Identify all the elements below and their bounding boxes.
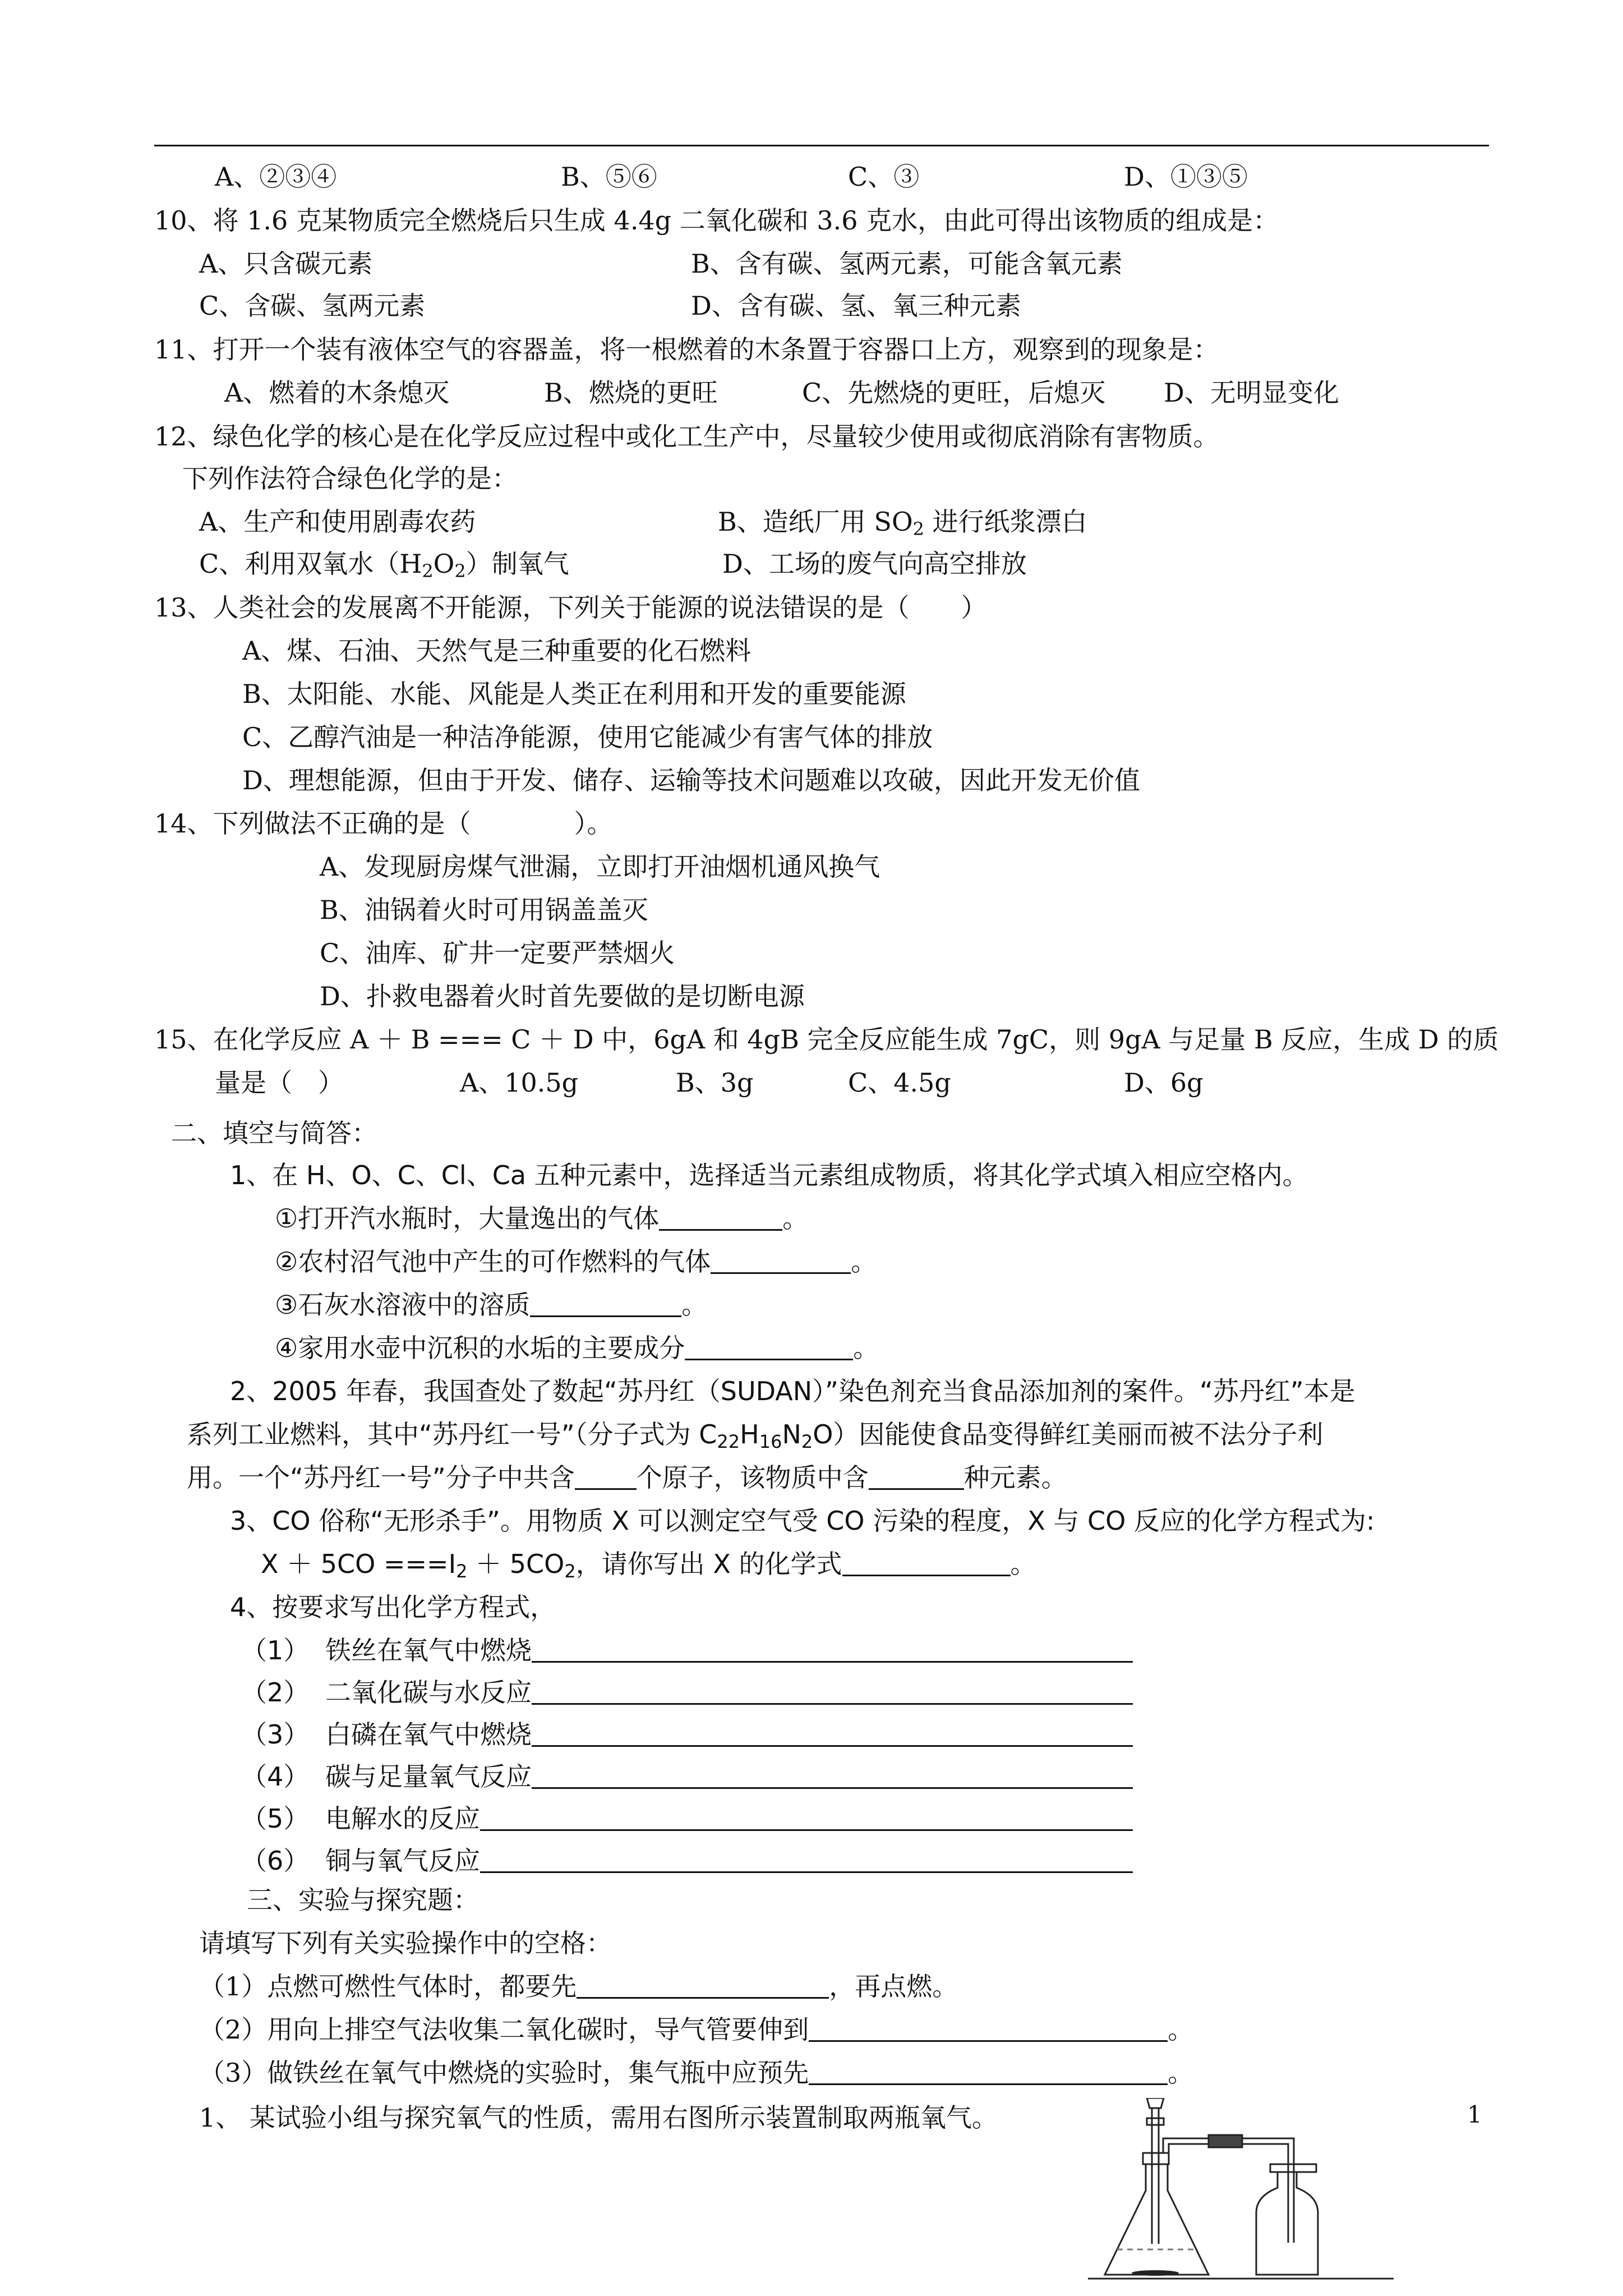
equation-number: （5）	[241, 1803, 310, 1834]
s2-q4-stem: 4、按要求写出化学方程式，	[230, 1592, 556, 1622]
q14-option-b: B、油锅着火时可用锅盖盖灭	[320, 895, 648, 925]
q14-option-c: C、油库、矿井一定要严禁烟火	[320, 938, 675, 968]
q14-option-d: D、扑救电器着火时首先要做的是切断电源	[320, 981, 805, 1011]
q10-option-c: C、含碳、氢两元素	[199, 291, 426, 321]
equation-item	[241, 1760, 1133, 1793]
q12-option-c-text-mid: O	[433, 549, 455, 579]
q12-option-a: A、生产和使用剧毒农药	[199, 507, 476, 537]
s3-item-3-text-end: 。	[1168, 2058, 1194, 2088]
equation-label: 二氧化碳与水反应	[325, 1677, 532, 1708]
answer-blank[interactable]	[577, 1972, 829, 1999]
q12-option-c-subscript: 2	[422, 560, 434, 582]
q12-option-c-text-end: ）制氧气	[465, 549, 569, 579]
s2-q3-text: ＋ 5CO	[467, 1549, 565, 1579]
q9-option-a: A、②③④	[215, 162, 337, 192]
period: 。	[853, 1333, 879, 1363]
period: 。	[851, 1246, 877, 1277]
s2-q2-text: 个原子，该物质中含	[636, 1462, 869, 1493]
s2-q1-item-1-text: ①打开汽水瓶时，大量逸出的气体	[275, 1203, 660, 1234]
s2-q2-line-2	[187, 1418, 1323, 1458]
s2-q1-item-1	[275, 1202, 808, 1235]
s2-q1-item-4-text: ④家用水壶中沉积的水垢的主要成分	[275, 1333, 685, 1363]
equation-answer-blank[interactable]	[532, 1720, 1133, 1747]
q11-option-a: A、燃着的木条熄灭	[224, 378, 450, 408]
q12-option-b-text-end: 进行纸浆漂白	[924, 507, 1087, 537]
q15-option-a: A、10.5g	[460, 1068, 579, 1098]
answer-blank[interactable]	[809, 2059, 1168, 2085]
s2-q2-text: 系列工业燃料，其中“苏丹红一号”（分子式为 C	[187, 1419, 717, 1450]
header-rule	[154, 145, 1489, 146]
period: 。	[681, 1290, 708, 1320]
s2-q2-line-3	[187, 1461, 1067, 1494]
s3-intro: 请填写下列有关实验操作中的空格：	[199, 1928, 612, 1958]
rubber-connector	[1209, 2135, 1242, 2147]
s2-q1-item-2	[275, 1245, 877, 1278]
equation-label: 碳与足量氧气反应	[325, 1761, 532, 1792]
s3-item-2	[199, 2013, 1193, 2046]
s3-item-1-text-end: ，再点燃。	[829, 1971, 958, 2001]
answer-blank[interactable]	[869, 1464, 964, 1490]
period: 。	[782, 1203, 809, 1234]
q12-option-d: D、工场的废气向高空排放	[722, 549, 1027, 579]
q9-option-d: D、①③⑤	[1124, 162, 1248, 192]
answer-blank[interactable]	[711, 1248, 851, 1274]
q13-option-d: D、理想能源，但由于开发、储存、运输等技术问题难以攻破，因此开发无价值	[242, 765, 1140, 795]
q12-option-c	[199, 547, 569, 588]
s3-q1: 1、 某试验小组与探究氧气的性质，需用右图所示装置制取两瓶氧气。	[199, 2102, 998, 2133]
funnel-cup	[1147, 2098, 1164, 2108]
equation-item	[241, 1718, 1133, 1751]
q10-option-d: D、含有碳、氢、氧三种元素	[691, 291, 1021, 321]
q10-option-b: B、含有碳、氢两元素，可能含氧元素	[691, 249, 1123, 279]
answer-blank[interactable]	[685, 1334, 853, 1360]
answer-blank[interactable]	[842, 1550, 1011, 1576]
equation-answer-blank[interactable]	[532, 1678, 1133, 1705]
equation-number: （2）	[241, 1677, 310, 1708]
q11-stem: 11、打开一个装有液体空气的容器盖，将一根燃着的木条置于容器口上方，观察到的现象是：	[154, 334, 1219, 365]
q11-option-d: D、无明显变化	[1164, 378, 1339, 408]
answer-blank[interactable]	[809, 2016, 1168, 2042]
equation-number: （1）	[241, 1635, 310, 1665]
s2-q2-line-1: 2、2005 年春，我国查处了数起“苏丹红（SUDAN）”染色剂充当食品添加剂的案件。“苏丹红”本是	[230, 1376, 1355, 1406]
s2-q2-text: 种元素。	[963, 1462, 1067, 1493]
delivery-tube	[1163, 2138, 1294, 2243]
s2-q1-stem: 1、在 H、O、C、Cl、Ca 五种元素中，选择适当元素组成物质，将其化学式填入相应空格内。	[230, 1160, 1308, 1190]
q15-stem: 15、在化学反应 A ＋ B === C ＋ D 中，6gA 和 4gB 完全反应能生成 7gC，则 9gA 与足量 B 反应，生成 D 的质	[154, 1024, 1499, 1055]
q12-option-b-subscript: 2	[912, 518, 925, 540]
equation-number: （3）	[241, 1719, 310, 1750]
s2-q3-text: X ＋ 5CO ===I	[261, 1549, 457, 1579]
equation-label: 铜与氧气反应	[325, 1846, 480, 1876]
stopper	[1143, 2153, 1169, 2164]
s2-q2-text: O）因能使食品变得鲜红美丽而被不法分子利	[813, 1419, 1324, 1450]
q13-option-c: C、乙醇汽油是一种洁净能源，使用它能减少有害气体的排放	[242, 722, 933, 752]
s2-q2-text: 用。一个“苏丹红一号”分子中共含	[187, 1462, 575, 1493]
q9-option-c: C、③	[848, 162, 920, 192]
q14-option-a: A、发现厨房煤气泄漏，立即打开油烟机通风换气	[320, 852, 880, 882]
s3-item-2-text: （2）用向上排空气法收集二氧化碳时，导气管要伸到	[199, 2014, 809, 2045]
q15-option-d: D、6g	[1124, 1068, 1204, 1098]
answer-blank[interactable]	[659, 1204, 782, 1231]
q15-option-b: B、3g	[676, 1068, 754, 1098]
gas-collecting-bottle	[1256, 2172, 1318, 2275]
s3-item-3-text: （3）做铁丝在氧气中燃烧的实验时，集气瓶中应预先	[199, 2058, 809, 2088]
subscript: 2	[456, 1561, 468, 1582]
s2-q3-text: ，请你写出 X 的化学式	[575, 1549, 842, 1579]
subscript: 2	[564, 1561, 576, 1582]
q15-stem-continued: 量是（ ）	[215, 1068, 344, 1098]
section-3-title: 三、实验与探究题：	[247, 1885, 479, 1915]
period: 。	[1010, 1549, 1036, 1579]
q13-option-a: A、煤、石油、天然气是三种重要的化石燃料	[242, 636, 751, 666]
equation-number: （4）	[241, 1761, 310, 1792]
s2-q1-item-4	[275, 1331, 879, 1365]
q10-option-a: A、只含碳元素	[199, 249, 373, 279]
conical-flask	[1105, 2164, 1209, 2275]
q9-option-b: B、⑤⑥	[561, 162, 657, 192]
equation-item	[241, 1676, 1133, 1709]
equation-answer-blank[interactable]	[532, 1763, 1133, 1789]
subscript: 16	[759, 1431, 782, 1452]
answer-blank[interactable]	[530, 1291, 681, 1317]
q10-stem: 10、将 1.6 克某物质完全燃烧后只生成 4.4g 二氧化碳和 3.6 克水，由此可得出该物质的组成是：	[154, 205, 1279, 236]
q12-option-b	[718, 505, 1087, 546]
equation-answer-blank[interactable]	[480, 1805, 1133, 1831]
s2-q2-text: H	[740, 1419, 759, 1450]
q11-option-b: B、燃烧的更旺	[544, 378, 718, 408]
s2-q2-text: N	[782, 1419, 801, 1450]
s3-item-1-text: （1）点燃可燃性气体时，都要先	[199, 1971, 577, 2001]
s2-q3-line-1: 3、CO 俗称“无形杀手”。用物质 X 可以测定空气受 CO 污染的程度，X 与 CO 反应的化学方程式为:	[230, 1506, 1375, 1536]
equation-answer-blank[interactable]	[532, 1636, 1133, 1663]
equation-item	[241, 1634, 1133, 1667]
q12-stem: 12、绿色化学的核心是在化学反应过程中或化工生产中，尽量较少使用或彻底消除有害物质。	[154, 421, 1219, 452]
subscript: 2	[801, 1431, 813, 1452]
s2-q1-item-3-text: ③石灰水溶液中的溶质	[275, 1290, 531, 1320]
q12-stem-continued: 下列作法符合绿色化学的是：	[182, 463, 518, 494]
q14-stem: 14、下列做法不正确的是（ ）。	[154, 808, 613, 839]
s3-item-2-text-end: 。	[1168, 2014, 1194, 2045]
equation-number: （6）	[241, 1846, 310, 1876]
equation-label: 电解水的反应	[325, 1803, 480, 1834]
q15-option-c: C、4.5g	[848, 1068, 951, 1098]
s2-q3-line-2	[261, 1547, 1036, 1588]
s3-item-3	[199, 2056, 1193, 2090]
q12-option-c-subscript-2: 2	[454, 560, 466, 582]
page-number: 1	[1467, 2101, 1482, 2128]
equation-label: 铁丝在氧气中燃烧	[325, 1635, 532, 1665]
equation-answer-blank[interactable]	[480, 1847, 1133, 1873]
equation-item	[241, 1802, 1133, 1835]
q13-stem: 13、人类社会的发展离不开能源，下列关于能源的说法错误的是（ ）	[154, 592, 987, 623]
equation-label: 白磷在氧气中燃烧	[325, 1719, 532, 1750]
catalyst-powder	[1132, 2270, 1179, 2276]
q13-option-b: B、太阳能、水能、风能是人类正在利用和开发的重要能源	[242, 679, 906, 709]
answer-blank[interactable]	[575, 1464, 637, 1490]
s2-q1-item-3	[275, 1288, 707, 1322]
s3-item-1	[199, 1970, 958, 2003]
s2-q1-item-2-text: ②农村沼气池中产生的可作燃料的气体	[275, 1246, 711, 1277]
section-2-title: 二、填空与简答：	[171, 1118, 377, 1148]
equation-item	[241, 1844, 1133, 1878]
subscript: 22	[717, 1431, 740, 1452]
oxygen-apparatus-diagram	[1088, 2098, 1402, 2289]
stopcock	[1147, 2118, 1164, 2125]
q11-option-c: C、先燃烧的更旺，后熄灭	[802, 378, 1106, 408]
q12-option-c-text: C、利用双氧水（H	[199, 549, 422, 579]
q12-option-b-text: B、造纸厂用 SO	[718, 507, 913, 537]
